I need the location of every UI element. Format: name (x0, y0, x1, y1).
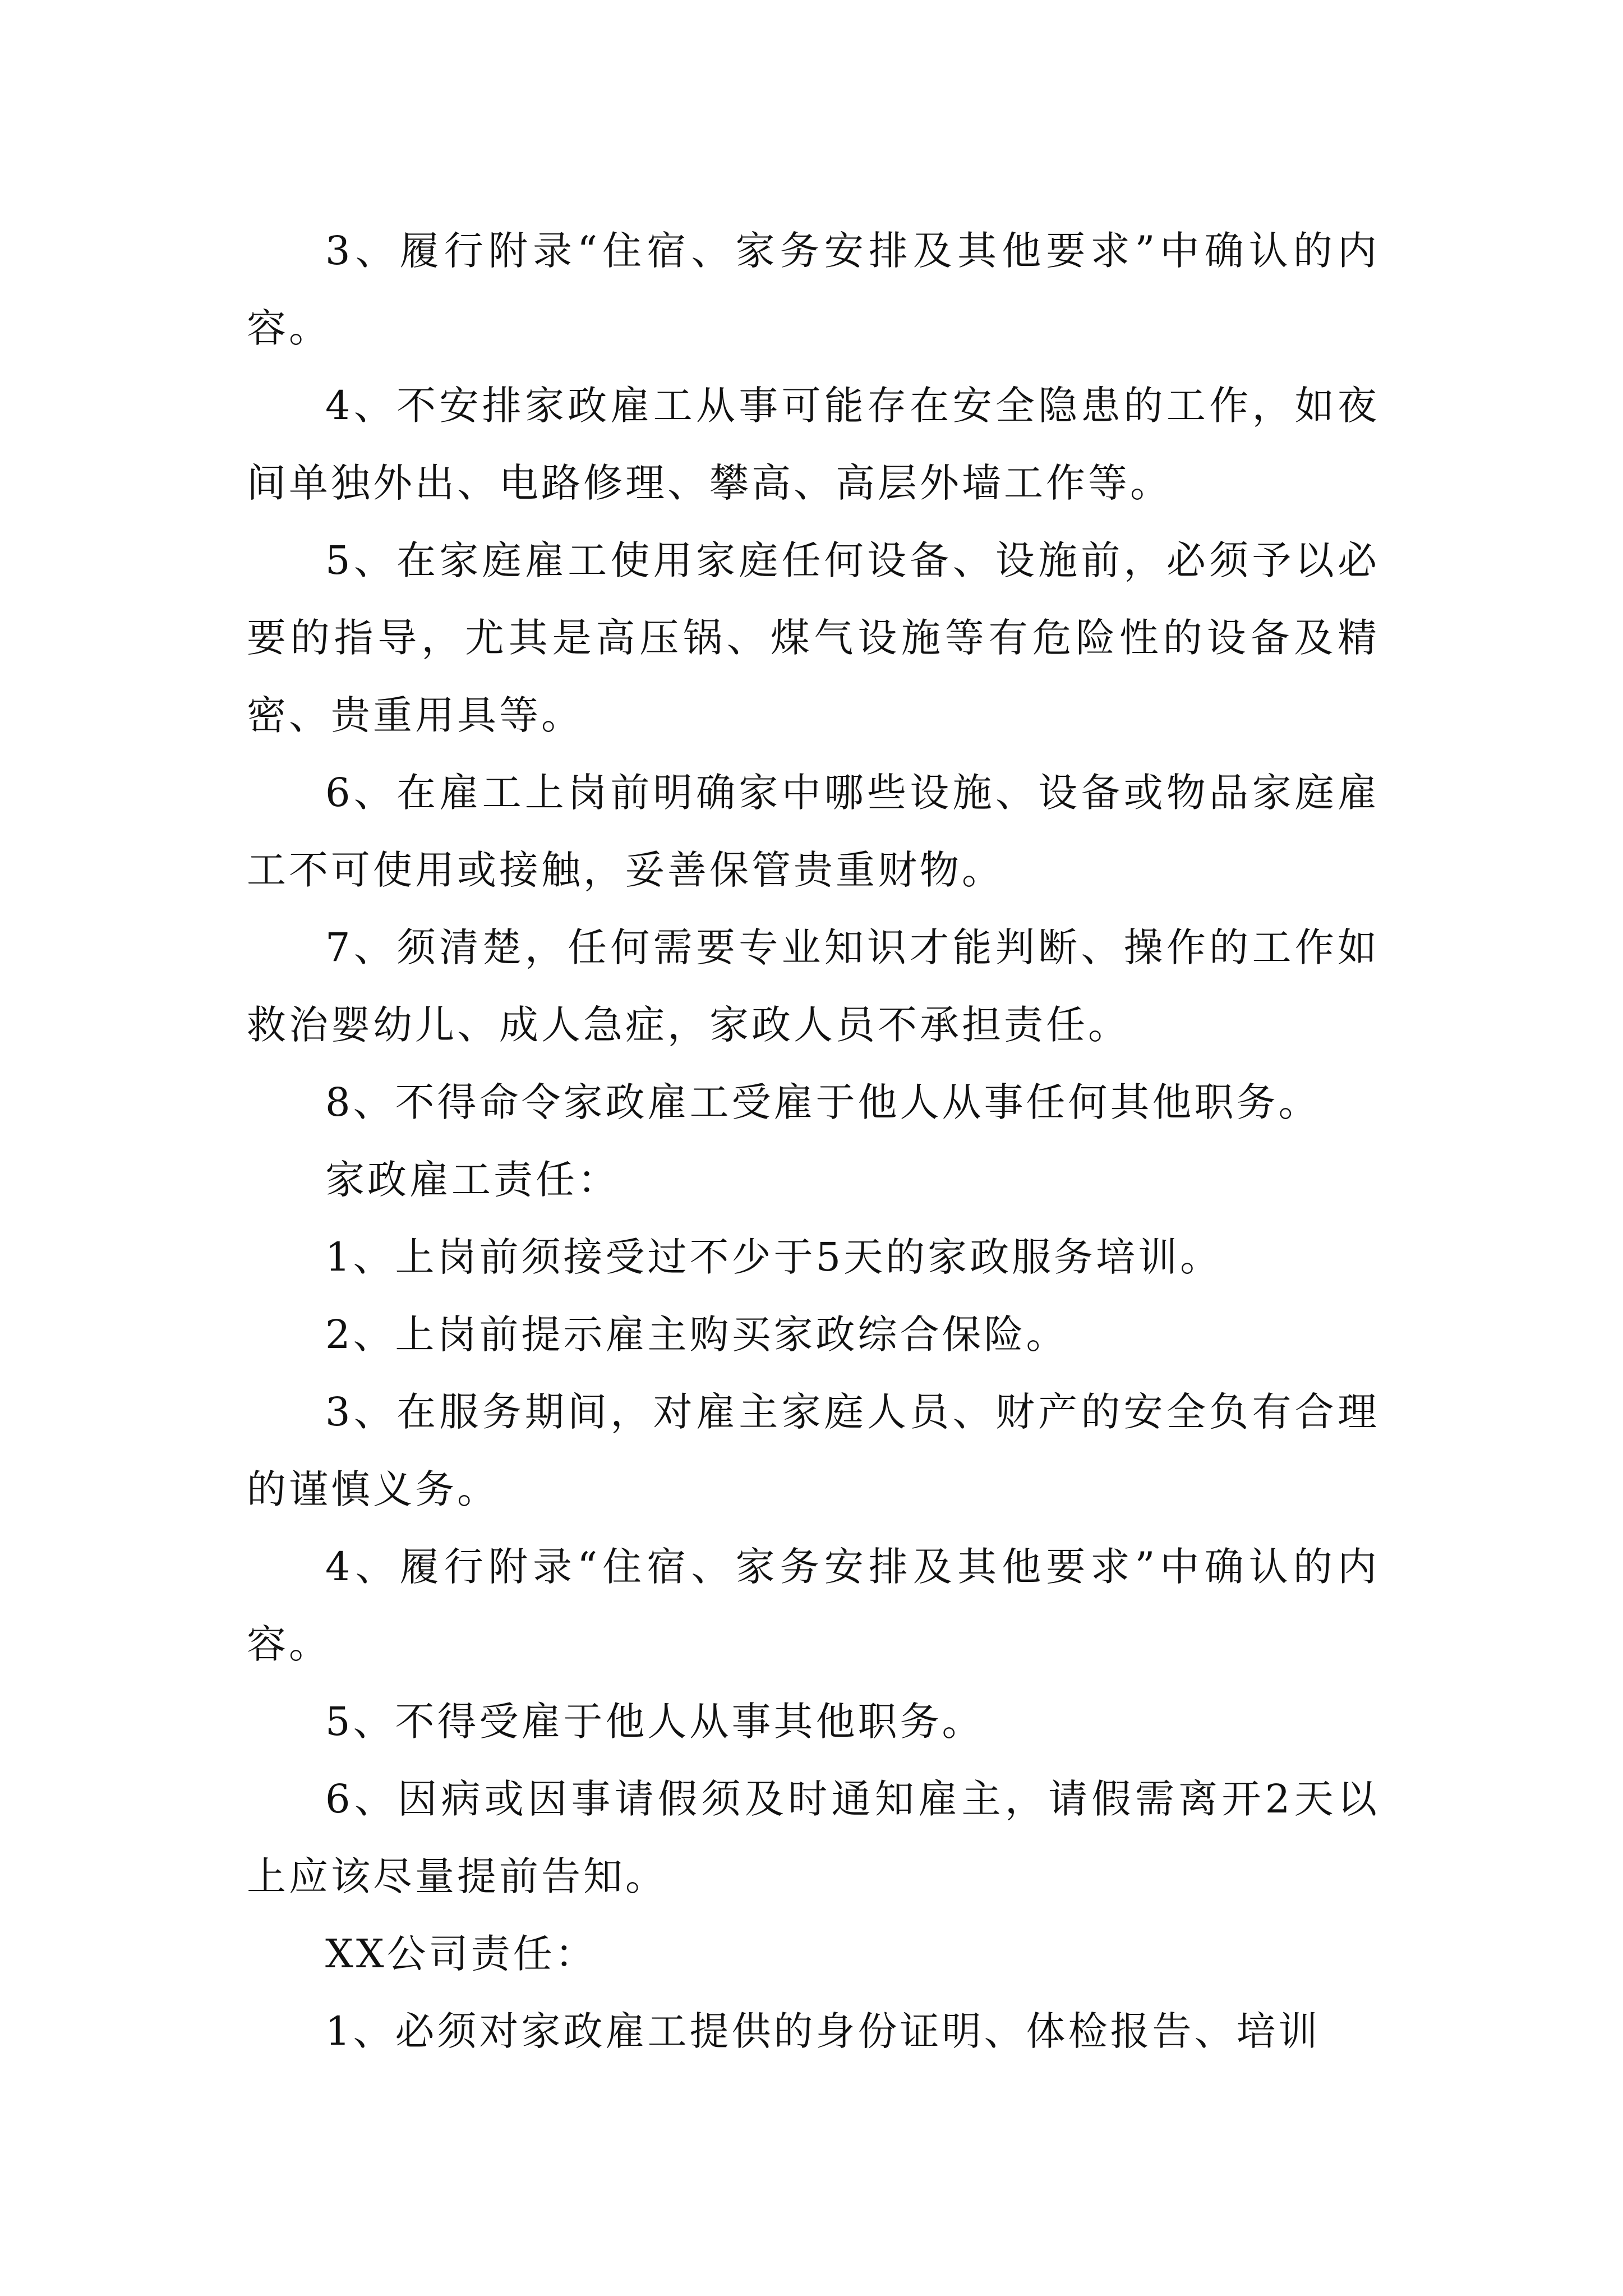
clause-employer-7: 7、须清楚，任何需要专业知识才能判断、操作的工作如救治婴幼儿、成人急症，家政人员不承担责任。 (247, 924, 1380, 1048)
clause-employer-4: 4、不安排家政雇工从事可能存在安全隐患的工作，如夜间单独外出、电路修理、攀高、高层外墙工作等。 (247, 383, 1380, 506)
clause-employer-3: 3、履行附录“住宿、家务安排及其他要求”中确认的内容。 (247, 228, 1380, 351)
clause-worker-3: 3、在服务期间，对雇主家庭人员、财产的安全负有合理的谨慎义务。 (247, 1389, 1380, 1512)
document-body (247, 212, 1380, 2070)
section-heading-worker: 家政雇工责任： (325, 1157, 620, 1203)
clause-worker-6: 6、因病或因事请假须及时通知雇主，请假需离开2天以上应该尽量提前告知。 (247, 1776, 1380, 1899)
clause-worker-2: 2、上岗前提示雇主购买家政综合保险。 (325, 1312, 1068, 1358)
section-heading-company: XX公司责任： (325, 1931, 597, 1977)
clause-employer-6: 6、在雇工上岗前明确家中哪些设施、设备或物品家庭雇工不可使用或接触，妥善保管贵重财物。 (247, 770, 1380, 893)
clause-worker-5: 5、不得受雇于他人从事其他职务。 (325, 1699, 984, 1745)
clause-company-1: 1、必须对家政雇工提供的身份证明、体检报告、培训 (325, 2008, 1321, 2054)
clause-employer-8: 8、不得命令家政雇工受雇于他人从事任何其他职务。 (325, 1079, 1321, 1125)
clause-worker-1: 1、上岗前须接受过不少于5天的家政服务培训。 (325, 1234, 1223, 1280)
clause-employer-5: 5、在家庭雇工使用家庭任何设备、设施前，必须予以必要的指导，尤其是高压锅、煤气设施等有危险性的设备及精密、贵重用具等。 (247, 537, 1380, 738)
clause-worker-4: 4、履行附录“住宿、家务安排及其他要求”中确认的内容。 (247, 1544, 1380, 1667)
